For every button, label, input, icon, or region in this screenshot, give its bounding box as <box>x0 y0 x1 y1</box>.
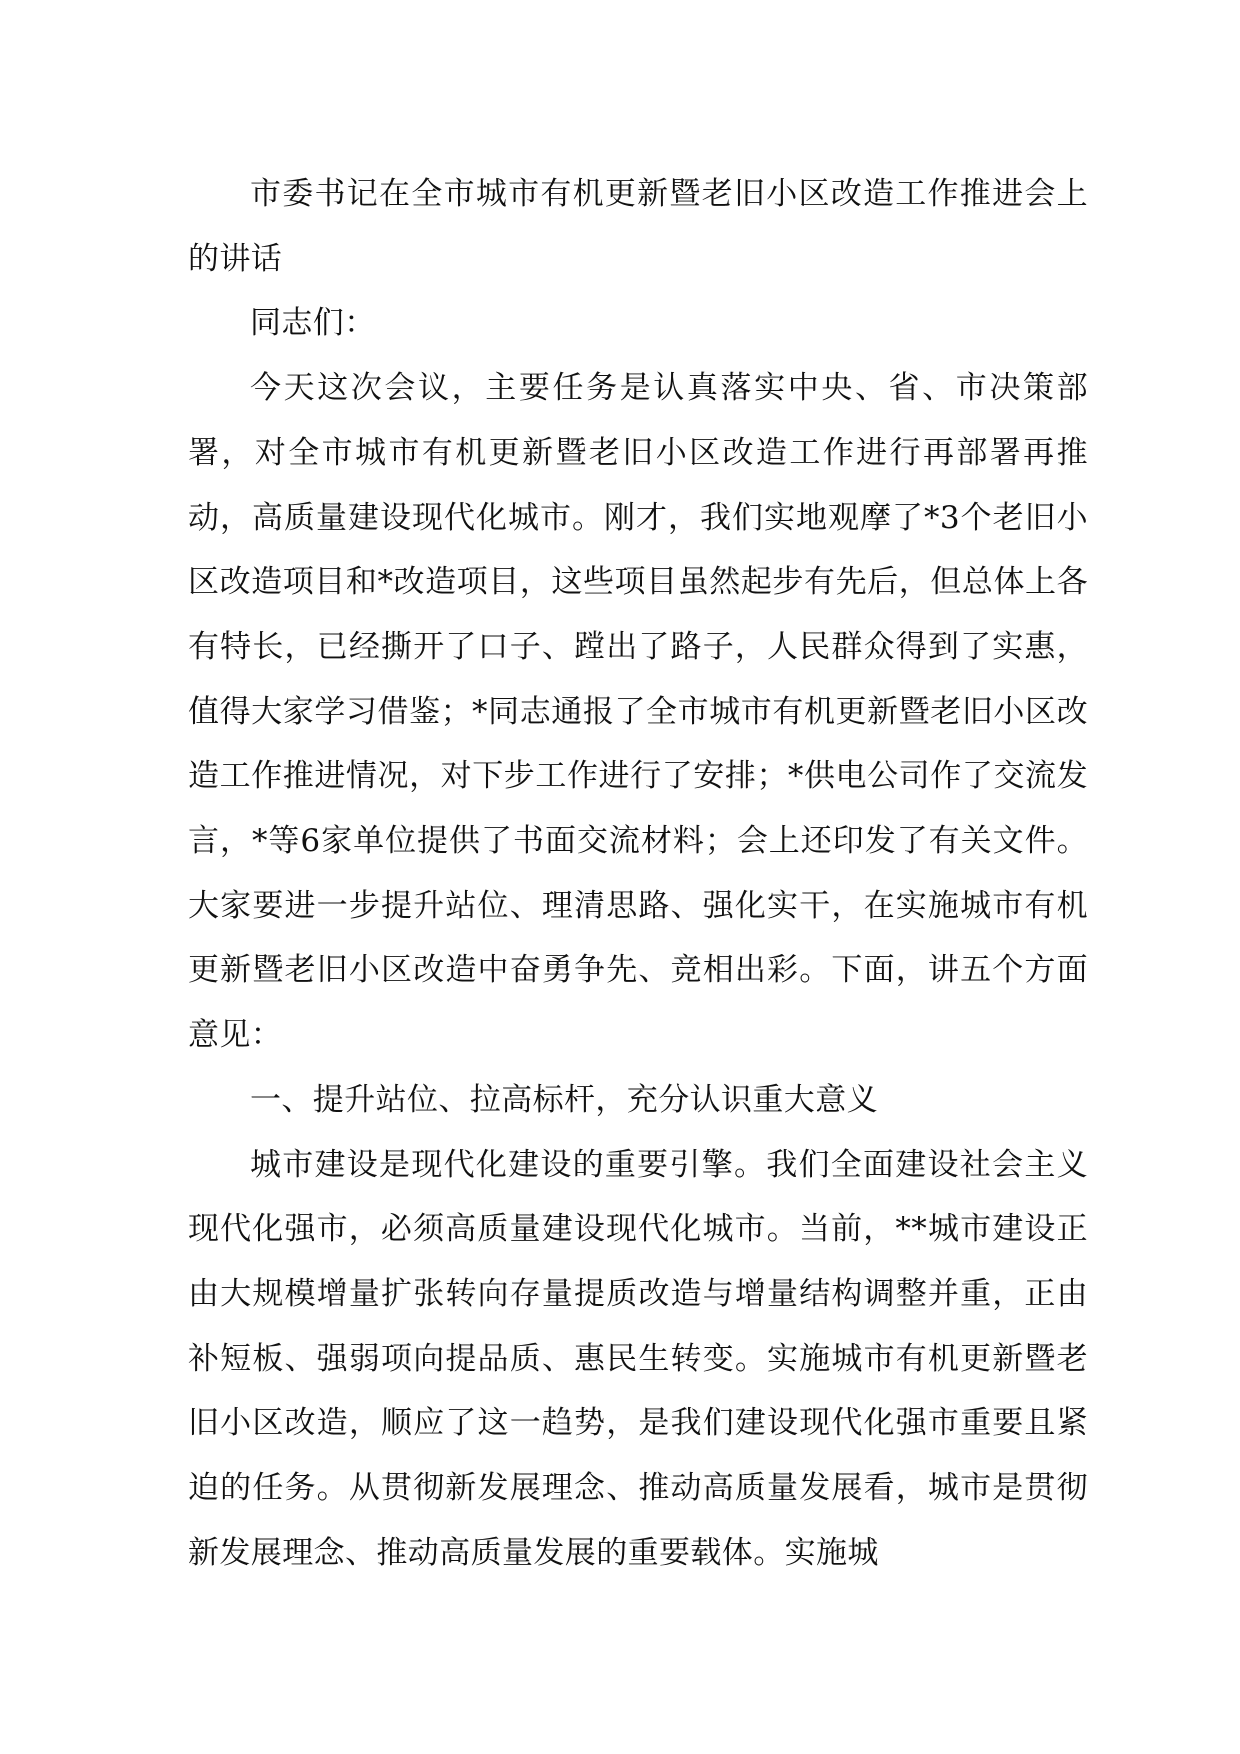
greeting: 同志们： <box>250 305 376 342</box>
document-title: 市委书记在全市城市有机更新暨老旧小区改造工作推进会上的讲话 <box>188 176 1088 277</box>
section-heading-1: 一、提升站位、拉高标杆，充分认识重大意义 <box>250 1081 878 1118</box>
paragraph-section-1: 城市建设是现代化建设的重要引擎。我们全面建设社会主义现代化强市，必须高质量建设现代化城市。当前，**城市建设正由大规模增量扩张转向存量提质改造与增量结构调整并重，正由补短板、强弱项向提品质、惠民生转变。实施城市有机更新暨老旧小区改造，顺应了这一趋势，是我们建设现代化强市重要且紧迫的任务。从贯彻新发展理念、推动高质量发展看，城市是贯彻新发展理念、推动高质量发展的重要载体。实施城 <box>188 1146 1088 1571</box>
paragraph-intro: 今天这次会议，主要任务是认真落实中央、省、市决策部署，对全市城市有机更新暨老旧小区改造工作进行再部署再推动，高质量建设现代化城市。刚才，我们实地观摩了*3个老旧小区改造项目和*改造项目，这些项目虽然起步有先后，但总体上各有特长，已经撕开了口子、蹚出了路子，人民群众得到了实惠，值得大家学习借鉴；*同志通报了全市城市有机更新暨老旧小区改造工作推进情况，对下步工作进行了安排；*供电公司作了交流发言，*等6家单位提供了书面交流材料；会上还印发了有关文件。大家要进一步提升站位、理清思路、强化实干，在实施城市有机更新暨老旧小区改造中奋勇争先、竞相出彩。下面，讲五个方面意见： <box>188 370 1088 1054</box>
document-body <box>188 162 1088 1585</box>
